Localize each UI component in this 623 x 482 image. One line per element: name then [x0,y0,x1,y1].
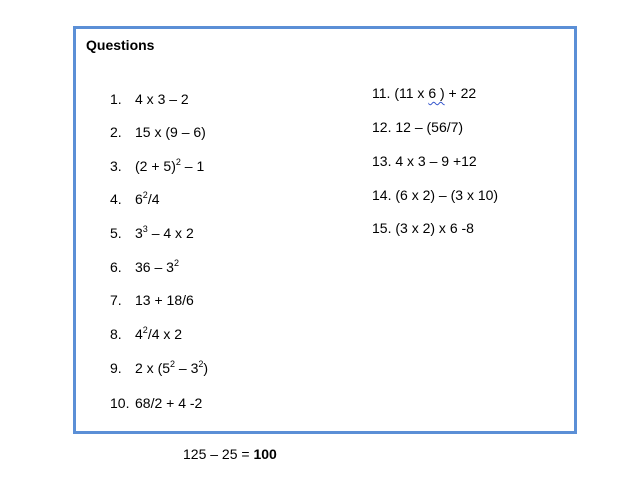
question-2 [110,123,206,141]
question-10 [110,394,202,412]
expression-text: (2 + 5) [135,158,176,174]
question-number: 6. [110,259,122,275]
question-number: 11. [372,85,391,101]
question-11 [372,84,476,102]
question-expression-tail: + 22 [444,85,477,101]
question-15 [372,219,474,237]
expression-text: /4 x 2 [147,326,183,342]
expression-text: – 4 x 2 [147,225,194,241]
expression-text: 2 x (5 [135,360,171,376]
question-number: 15. [372,220,392,236]
question-number: 9. [110,360,122,376]
footer-result: 100 [253,446,277,462]
question-expression: (11 x [394,85,429,101]
question-number: 2. [110,124,122,140]
footer-expression: 125 – 25 = [183,446,254,462]
question-expression [135,360,208,376]
question-expression [135,326,182,342]
question-8 [110,325,182,343]
expression-text: 15 x (9 – 6) [135,124,206,140]
question-7 [110,291,194,309]
expression-text: 13 + 18/6 [135,292,194,308]
expression-text: 68/2 + 4 -2 [135,395,203,411]
question-expression [135,259,179,275]
question-5 [110,224,194,242]
question-expression: (3 x 2) x 6 -8 [395,220,474,236]
expression-text: – 1 [180,158,205,174]
exponent: 3 [142,224,148,234]
heading: Questions [86,37,155,53]
expression-text: 3 [135,225,143,241]
question-12 [372,118,463,136]
question-14 [372,186,498,204]
exponent: 2 [175,157,181,167]
question-number: 8. [110,326,122,342]
question-4 [110,190,160,208]
expression-text: /4 [147,191,160,207]
exponent: 2 [142,190,148,200]
question-number: 3. [110,158,122,174]
expression-text: 4 x 3 – 2 [135,91,189,107]
question-number: 1. [110,91,122,107]
expression-text: 36 – 3 [135,259,174,275]
question-3 [110,157,204,175]
exponent: 2 [170,359,176,369]
question-13 [372,152,477,170]
question-number: 13. [372,153,392,169]
exponent: 2 [173,258,179,268]
question-number: 14. [372,187,392,203]
question-number: 5. [110,225,122,241]
expression-text: ) [203,360,209,376]
question-1 [110,90,189,108]
question-expression [135,124,206,140]
question-expression [135,91,189,107]
question-expression: (6 x 2) – (3 x 10) [395,187,499,203]
question-expression [135,191,160,207]
footer-calculation [183,445,277,463]
question-expression [135,225,194,241]
question-6 [110,258,179,276]
expression-text: – 3 [175,360,199,376]
question-number: 10. [110,395,130,411]
question-expression [135,395,202,411]
question-number: 12. [372,119,392,135]
question-9 [110,359,208,377]
expression-text: 6 [135,191,143,207]
question-expression: 12 – (56/7) [395,119,464,135]
question-number: 7. [110,292,122,308]
question-number: 4. [110,191,122,207]
spellcheck-squiggle-text: 6 ) [428,85,445,101]
question-expression [135,292,194,308]
question-expression [135,158,204,174]
question-expression: 4 x 3 – 9 +12 [395,153,477,169]
exponent: 2 [142,325,148,335]
expression-text: 4 [135,326,143,342]
exponent: 2 [198,359,204,369]
